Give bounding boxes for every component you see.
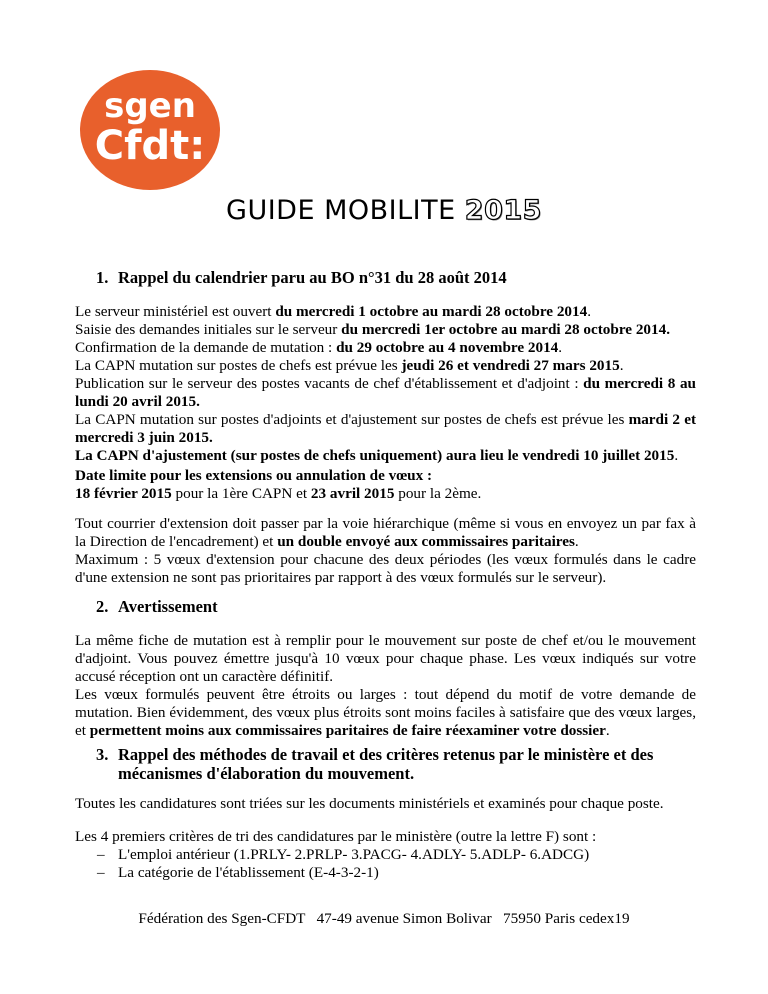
paragraph: Toutes les candidatures sont triées sur les documents ministériels et examinés pour chaque poste.: [75, 795, 664, 812]
logo-line-sgen: sgen: [104, 86, 196, 126]
text: Le serveur ministériel est ouvert: [75, 303, 276, 320]
calendar-line: [75, 321, 696, 339]
text: pour la 1ère CAPN et: [171, 485, 311, 502]
calendar-line: [75, 411, 696, 447]
text: Les vœux formulés peuvent être étroits ou larges : tout dépend du motif de votre demande de mutation. Bien évidemment, des vœux plus étroits sont moins faciles à satisfaire que des vœux larges, et: [75, 686, 696, 739]
text: .: [619, 357, 624, 374]
section-3-heading: [96, 745, 696, 783]
text: .: [587, 303, 591, 320]
section-2-title: Avertissement: [118, 597, 218, 616]
calendar-line: [75, 357, 696, 375]
section-3-intro: [75, 795, 696, 813]
paragraph: [75, 686, 696, 740]
list-item: – La catégorie de l'établissement (E-4-3-2-1): [75, 864, 696, 882]
section-1-deadline: [75, 467, 696, 503]
paragraph: La même fiche de mutation est à remplir pour le mouvement sur poste de chef et/ou le mouvement d'adjoint. Vous pouvez émettre jusqu'à 10 vœux pour chaque phase. Les vœux indiqués sur votre accusé réception ont un caractère définitif.: [75, 632, 696, 685]
date-range: du mercredi 1er octobre au mardi 28 octobre 2014.: [341, 321, 671, 338]
page-footer: Fédération des Sgen-CFDT 47-49 avenue Simon Bolivar 75950 Paris cedex19: [138, 910, 630, 927]
date-range: du mercredi 8 au lundi 20 avril 2015.: [75, 375, 696, 410]
date-range: mardi 2 et mercredi 3 juin 2015.: [75, 411, 697, 446]
section-3-title: Rappel des méthodes de travail et des critères retenus par le ministère et des mécanismes d'élaboration du mouvement.: [118, 745, 654, 783]
date: 18 février 2015: [75, 485, 172, 502]
text: La CAPN mutation sur postes d'adjoints et d'ajustement sur postes de chefs est prévue les: [75, 411, 629, 428]
date-range: du 29 octobre au 4 novembre 2014: [336, 339, 559, 356]
criteria-list: [75, 846, 696, 882]
deadline-label: [75, 467, 696, 485]
text: Publication sur le serveur des postes vacants de chef d'établissement et d'adjoint :: [75, 375, 584, 392]
document-title: [0, 193, 768, 229]
text: .: [558, 339, 563, 356]
section-2-heading: [96, 597, 218, 616]
section-3-criteria: [75, 828, 696, 882]
section-1-courrier: [75, 515, 696, 587]
text: .: [605, 722, 610, 739]
date: 23 avril 2015: [310, 485, 395, 502]
paragraph: Maximum : 5 vœux d'extension pour chacune des deux périodes (les vœux formulés dans le cadre d'une extension ne sont pas prioritaires par rapport à des vœux formulés sur le serveur).: [75, 551, 696, 586]
text: Saisie des demandes initiales sur le serveur: [75, 321, 342, 338]
calendar-line: [75, 339, 696, 357]
title-year: 2015: [464, 195, 542, 226]
section-1-calendar: [75, 303, 696, 465]
section-2-body: [75, 632, 696, 740]
calendar-line: [75, 375, 696, 411]
paragraph: [75, 515, 696, 551]
section-2-number: 2.: [96, 597, 109, 616]
section-1-heading: [96, 268, 507, 287]
date-range: jeudi 26 et vendredi 27 mars 2015: [401, 357, 620, 374]
emphasis: permettent moins aux commissaires paritaires de faire réexaminer votre dossier: [89, 722, 606, 739]
section-1-number: 1.: [96, 268, 109, 287]
section-3-number: 3.: [96, 745, 109, 764]
logo-line-cfdt: Cfdt:: [94, 123, 206, 169]
date-range: du mercredi 1 octobre au mardi 28 octobre 2014: [275, 303, 588, 320]
text: .: [674, 447, 679, 464]
section-1-title: Rappel du calendrier paru au BO n°31 du 28 août 2014: [118, 268, 507, 287]
text: pour la 2ème.: [394, 485, 482, 502]
paragraph: Les 4 premiers critères de tri des candidatures par le ministère (outre la lettre F) sont :: [75, 828, 597, 845]
date-range: La CAPN d'ajustement (sur postes de chefs uniquement) aura lieu le vendredi 10 juillet 2015: [75, 447, 675, 464]
text: Tout courrier d'extension doit passer par la voie hiérarchique (même si vous en envoyez un par fax à la Direction de l'encadrement) et: [75, 515, 696, 550]
calendar-line: [75, 447, 696, 465]
text: Date limite pour les extensions ou annulation de vœux :: [75, 467, 433, 484]
deadline-dates: [75, 485, 696, 503]
text: La CAPN mutation sur postes de chefs est prévue les: [75, 357, 402, 374]
text: Confirmation de la demande de mutation :: [75, 339, 337, 356]
list-item: – L'emploi antérieur (1.PRLY- 2.PRLP- 3.PACG- 4.ADLY- 5.ADLP- 6.ADCG): [75, 846, 696, 864]
calendar-line: [75, 303, 696, 321]
sgen-cfdt-logo: [80, 70, 220, 190]
emphasis: un double envoyé aux commissaires paritaires: [277, 533, 575, 550]
text: .: [574, 533, 579, 550]
title-text: GUIDE MOBILITE: [226, 195, 465, 226]
